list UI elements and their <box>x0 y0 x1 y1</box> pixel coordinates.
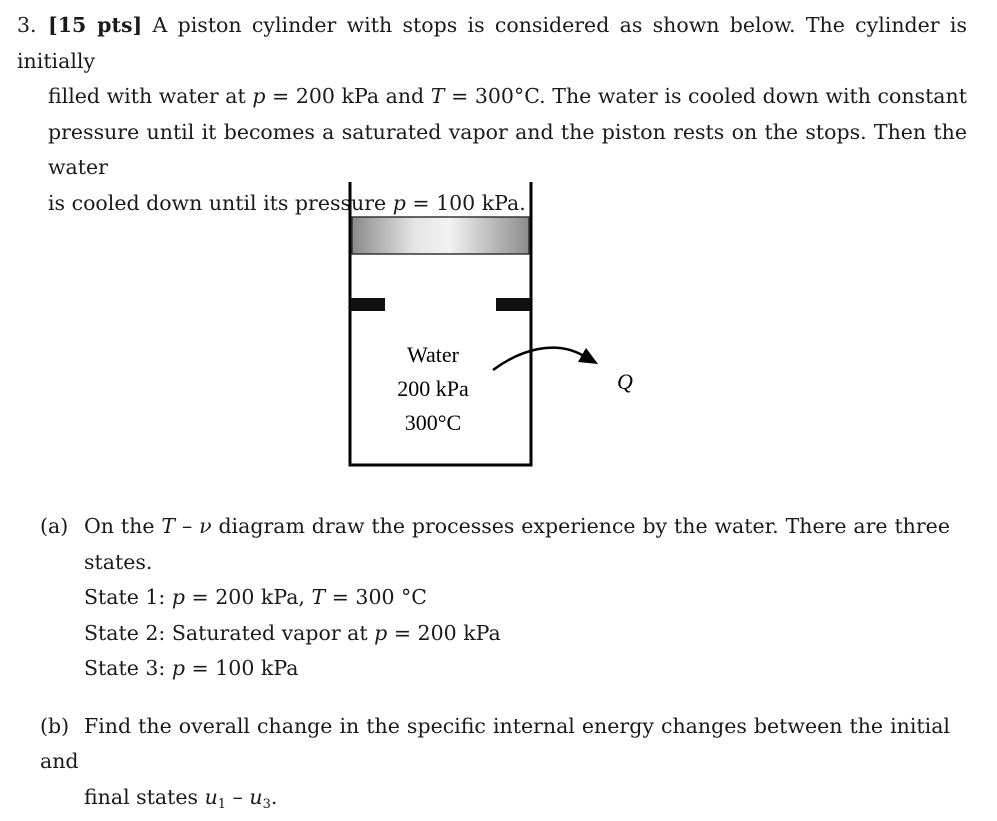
water-label: Water <box>407 342 459 367</box>
temperature-label: 300°C <box>404 410 462 435</box>
problem-points: [15 pts] <box>48 13 143 37</box>
problem-line-2: filled with water at p = 200 kPa and T = 300°C. The water is cooled down with constant <box>48 84 967 108</box>
part-a-line-1: (a) On the T – ν diagram draw the processes experience by the water. There are three <box>40 509 950 545</box>
part-a-line-2: states. <box>84 549 153 574</box>
problem-text-1: A piston cylinder with stops is considered as shown below. The cylinder is initially <box>17 13 967 73</box>
state-2: State 2: Saturated vapor at p = 200 kPa <box>84 620 501 645</box>
part-b-line-2: final states $u_1 - u_3$. <box>84 784 278 812</box>
problem-line-4: is cooled down until its pressure p = 100 kPa. <box>48 190 526 215</box>
problem-parts <box>40 509 950 815</box>
part-a-label: (a) <box>40 514 69 538</box>
problem-line-1 <box>17 8 967 79</box>
state-1: State 1: p = 200 kPa, T = 300 °C <box>84 585 427 609</box>
heat-label: Q <box>617 369 633 394</box>
state-3: State 3: p = 100 kPa <box>84 656 299 680</box>
left-stop <box>351 298 385 311</box>
piston <box>352 217 529 254</box>
part-b <box>40 709 950 816</box>
part-b-line-1: (b) Find the overall change in the specific internal energy changes between the initial and <box>40 709 950 780</box>
part-a <box>40 509 950 687</box>
pressure-label: 200 kPa <box>397 376 469 401</box>
part-b-label: (b) <box>40 713 70 738</box>
heat-arrow <box>493 348 598 370</box>
piston-cylinder-figure <box>340 182 640 472</box>
right-stop <box>496 298 530 311</box>
problem-number: 3. <box>17 13 37 37</box>
problem-line-3: pressure until it becomes a saturated vapor and the piston rests on the stops. Then the water <box>48 119 967 179</box>
